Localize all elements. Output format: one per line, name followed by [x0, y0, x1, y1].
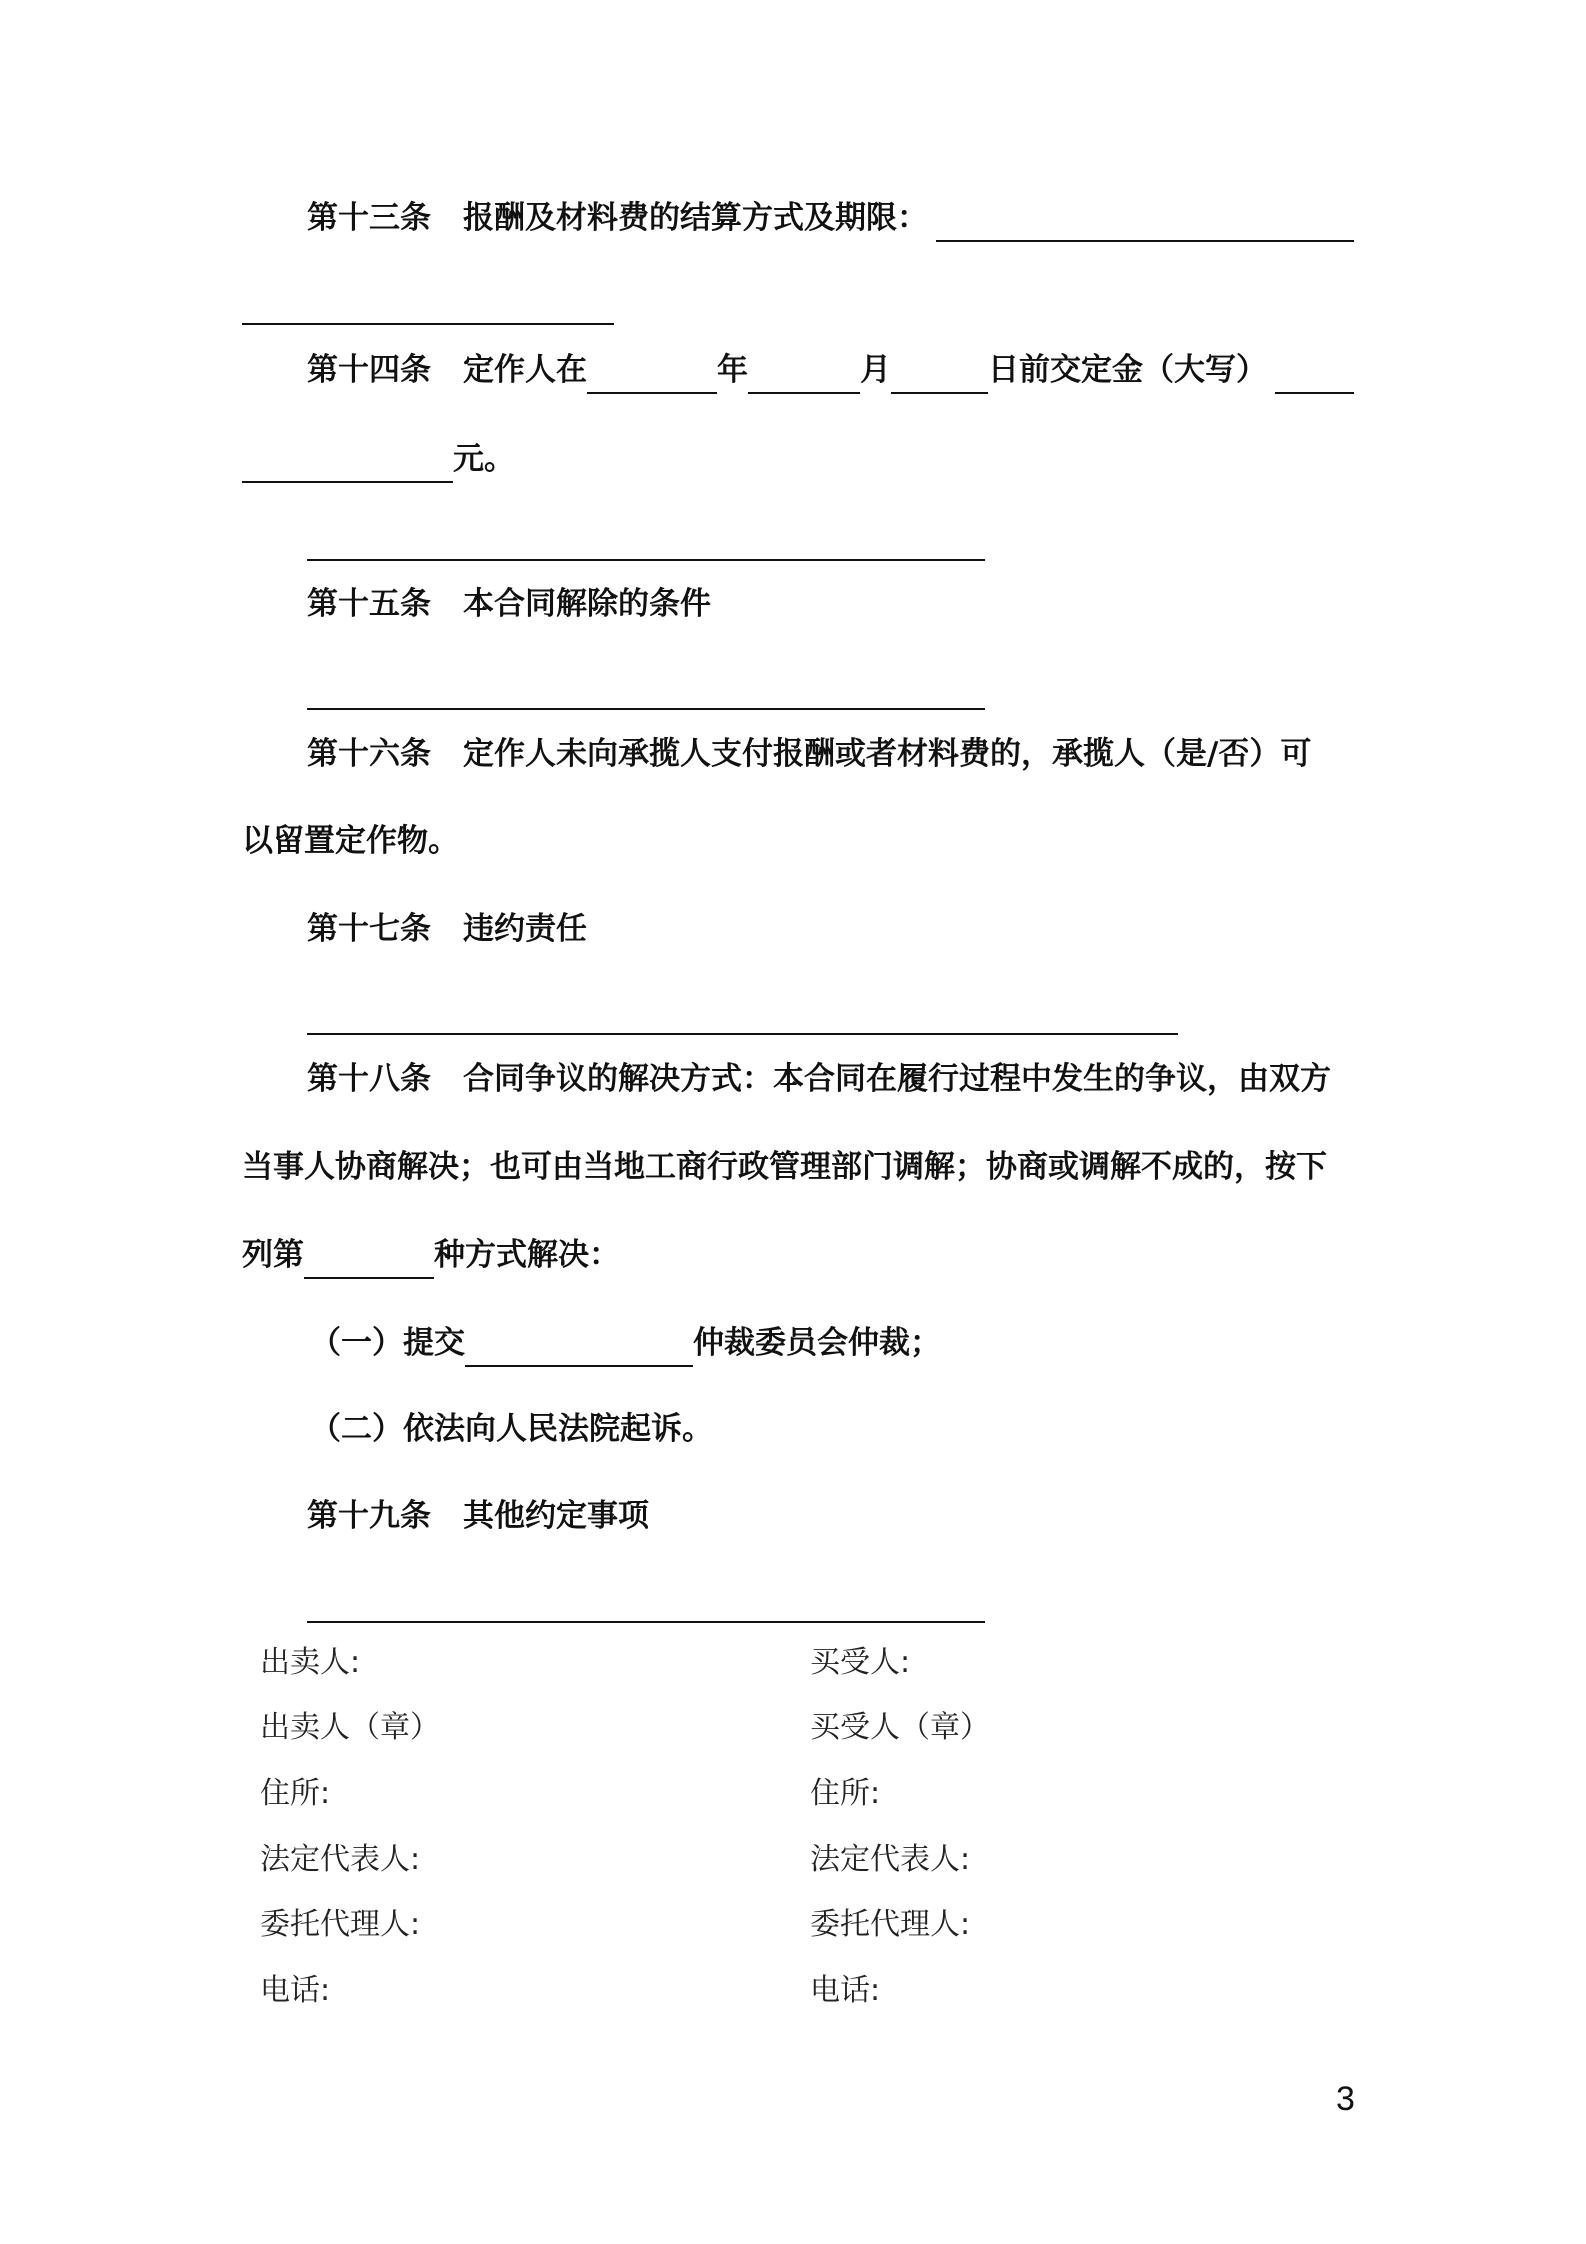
- article-text: 违约责任: [463, 911, 587, 947]
- buyer-legal-rep-label: 法定代表人:: [810, 1842, 971, 1877]
- article-14: [307, 348, 1354, 388]
- buyer-seal-label: 买受人（章）: [810, 1710, 990, 1745]
- article-18: [307, 1059, 1331, 1099]
- page-number: 3: [1336, 2080, 1355, 2118]
- article-19: [307, 1496, 649, 1536]
- article-text: 合同争议的解决方式：本合同在履行过程中发生的争议，由双方: [463, 1061, 1331, 1097]
- article-text: 报酬及材料费的结算方式及期限：: [463, 200, 928, 236]
- buyer-label: 买受人:: [810, 1645, 911, 1680]
- blank-line[interactable]: [307, 708, 985, 710]
- article-13: [307, 196, 1354, 236]
- article-text: 定作人未向承揽人支付报酬或者材料费的，承揽人（是/否）可: [463, 736, 1312, 772]
- deposit-blank[interactable]: [1275, 352, 1354, 394]
- arbitration-blank[interactable]: [465, 1325, 693, 1367]
- article-label: 第十八条: [307, 1061, 431, 1097]
- blank-line[interactable]: [307, 559, 985, 561]
- seller-phone-label: 电话:: [260, 1973, 331, 2008]
- option-text: （一）提交: [310, 1325, 465, 1361]
- article-16: [307, 734, 1311, 774]
- article-text: 日前交定金（大写）: [988, 352, 1267, 388]
- blank-line[interactable]: [307, 1621, 985, 1623]
- seller-address-label: 住所:: [260, 1776, 331, 1811]
- article-18-line3: [242, 1233, 620, 1273]
- article-label: 第十六条: [307, 736, 431, 772]
- option-text: 仲裁委员会仲裁；: [693, 1325, 941, 1361]
- deposit-amount-blank[interactable]: [242, 441, 453, 483]
- seller-label: 出卖人:: [260, 1645, 361, 1680]
- seller-agent-label: 委托代理人:: [260, 1907, 421, 1942]
- article-14-cont: [242, 437, 515, 477]
- blank-line[interactable]: [242, 323, 614, 325]
- article-text: 本合同解除的条件: [463, 586, 711, 622]
- year-label: 年: [717, 352, 748, 388]
- article-text: 列第: [242, 1237, 304, 1273]
- method-choice-blank[interactable]: [304, 1237, 434, 1279]
- seller-seal-label: 出卖人（章）: [260, 1710, 440, 1745]
- option-1: [310, 1321, 941, 1361]
- day-blank[interactable]: [891, 352, 988, 394]
- buyer-address-label: 住所:: [810, 1776, 881, 1811]
- article-text: 其他约定事项: [463, 1498, 649, 1534]
- article-label: 第十七条: [307, 911, 431, 947]
- month-label: 月: [860, 352, 891, 388]
- seller-legal-rep-label: 法定代表人:: [260, 1842, 421, 1877]
- blank-field[interactable]: [936, 200, 1354, 242]
- buyer-phone-label: 电话:: [810, 1973, 881, 2008]
- article-16-cont: 以留置定作物。: [242, 823, 459, 859]
- article-18-line2: 当事人协商解决；也可由当地工商行政管理部门调解；协商或调解不成的，按下: [242, 1149, 1327, 1185]
- article-text: 种方式解决：: [434, 1237, 620, 1273]
- article-label: 第十三条: [307, 200, 431, 236]
- blank-line[interactable]: [307, 1033, 1178, 1035]
- article-text: 定作人在: [463, 352, 587, 388]
- option-2: （二）依法向人民法院起诉。: [310, 1411, 713, 1447]
- month-blank[interactable]: [748, 352, 860, 394]
- article-label: 第十五条: [307, 586, 431, 622]
- article-15: [307, 584, 711, 624]
- article-17: [307, 909, 587, 949]
- article-label: 第十四条: [307, 352, 431, 388]
- article-label: 第十九条: [307, 1498, 431, 1534]
- buyer-agent-label: 委托代理人:: [810, 1907, 971, 1942]
- article-text: 元。: [453, 441, 515, 477]
- year-blank[interactable]: [587, 352, 717, 394]
